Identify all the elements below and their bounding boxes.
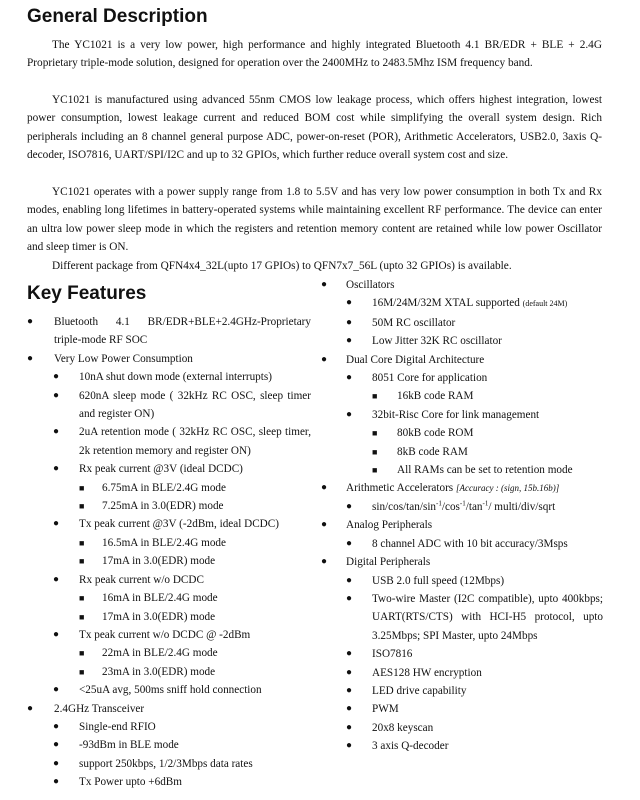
bullet-icon: ● xyxy=(53,371,60,383)
list-item: ■ 22mA in BLE/2.4G mode xyxy=(79,644,311,662)
description-paragraph-4: Different package from QFN4x4_32L(upto 17 GPIOs) to QFN7x7_56L (upto 32 GPIOs) is available. xyxy=(52,260,512,272)
bullet-icon: ● xyxy=(53,684,60,696)
list-item: ● 2.4GHz Transceiver xyxy=(27,700,311,718)
bullet-icon: ● xyxy=(346,316,353,328)
list-item: ● 20x8 keyscan xyxy=(346,719,603,737)
square-bullet-icon: ■ xyxy=(79,556,85,567)
list-item: ■ 23mA in 3.0(EDR) mode xyxy=(79,663,311,681)
bullet-icon: ● xyxy=(346,666,353,678)
list-item: ■ 16kB code RAM xyxy=(372,387,603,405)
list-item: ● <25uA avg, 500ms sniff hold connection xyxy=(53,681,311,699)
bullet-icon: ● xyxy=(321,482,328,494)
list-item: ● Tx peak current @3V (-2dBm, ideal DCDC) xyxy=(53,515,311,533)
square-bullet-icon: ■ xyxy=(79,482,85,493)
bullet-icon: ● xyxy=(346,740,353,752)
bullet-icon: ● xyxy=(321,353,328,365)
left-feature-list xyxy=(27,313,311,792)
list-item: ● USB 2.0 full speed (12Mbps) xyxy=(346,572,603,590)
general-description-heading: General Description xyxy=(27,6,208,27)
list-item: ● Analog Peripherals xyxy=(321,516,603,534)
list-item: ● ISO7816 xyxy=(346,645,603,663)
bullet-icon: ● xyxy=(346,408,353,420)
square-bullet-icon: ■ xyxy=(79,537,85,548)
bullet-icon: ● xyxy=(346,721,353,733)
list-item: ■ 16mA in BLE/2.4G mode xyxy=(79,589,311,607)
list-item: ■ 17mA in 3.0(EDR) mode xyxy=(79,552,311,570)
list-item: ■ 16.5mA in BLE/2.4G mode xyxy=(79,534,311,552)
description-paragraph-1: The YC1021 is a very low power, high performance and highly integrated Bluetooth 4.1 BR/EDR + BLE + 2.4G Proprietary triple-mode solution, designed for operation over the 2400MHz to 2483.5Mhz ISM frequency band. xyxy=(27,39,602,70)
list-item: ● 16M/24M/32M XTAL supported (default 24M) xyxy=(346,294,603,313)
bullet-icon: ● xyxy=(27,352,34,364)
list-item: ● Oscillators xyxy=(321,276,603,294)
list-item: ■ 80kB code ROM xyxy=(372,424,603,442)
list-item: ● Very Low Power Consumption xyxy=(27,350,311,368)
square-bullet-icon: ■ xyxy=(79,648,85,659)
square-bullet-icon: ■ xyxy=(372,465,378,476)
list-item: ● -93dBm in BLE mode xyxy=(53,736,311,754)
list-item: ● Rx peak current w/o DCDC xyxy=(53,571,311,589)
list-item: ■ 8kB code RAM xyxy=(372,443,603,461)
description-paragraph-2: YC1021 is manufactured using advanced 55nm CMOS low leakage process, which offers highest integration, lowest power consumption, lowest leakage current and reduced BOM cost while simplifying the overall system design. Rich peripherals including an 8 channel general purpose ADC, power-on-reset (POR), Arithmetic Accelerators, USB2.0, 3axis Q-decoder, ISO7816, UART/SPI/I2C and up to 32 GPIOs, which further reduce overall system cost and size. xyxy=(27,94,602,161)
square-bullet-icon: ■ xyxy=(372,428,378,439)
default-note: (default 24M) xyxy=(522,299,568,309)
key-features-heading: Key Features xyxy=(27,283,147,304)
list-item: ■ All RAMs can be set to retention mode xyxy=(372,461,603,479)
description-paragraph-3: YC1021 operates with a power supply range from 1.8 to 5.5V and has very low power consumption in both Tx and Rx modes, enabling long lifetimes in battery-operated systems while maintaining excellent RF performance. The device can enter an ultra low power sleep mode in which the registers and retention memory content are retained while low power Oscillator and sleep timer is ON. xyxy=(27,186,602,253)
right-feature-list xyxy=(321,276,603,756)
list-item: ● LED drive capability xyxy=(346,682,603,700)
list-item: ● support 250kbps, 1/2/3Mbps data rates xyxy=(53,755,311,773)
list-item: ■ 7.25mA in 3.0(EDR) mode xyxy=(79,497,311,515)
square-bullet-icon: ■ xyxy=(372,446,378,457)
bullet-icon: ● xyxy=(53,573,60,585)
list-item: ● Tx peak current w/o DCDC @ -2dBm xyxy=(53,626,311,644)
accuracy-note: [Accuracy : (sign, 15b.16b)] xyxy=(455,483,560,494)
bullet-icon: ● xyxy=(53,463,60,475)
bullet-icon: ● xyxy=(346,537,353,549)
bullet-icon: ● xyxy=(321,556,328,568)
bullet-icon: ● xyxy=(346,297,353,309)
bullet-icon: ● xyxy=(346,335,353,347)
list-item: ■ 17mA in 3.0(EDR) mode xyxy=(79,608,311,626)
bullet-icon: ● xyxy=(27,702,34,714)
bullet-icon: ● xyxy=(346,592,353,604)
list-item: ● Digital Peripherals xyxy=(321,553,603,571)
list-item: ● Bluetooth 4.1 BR/EDR+BLE+2.4GHz-Proprietary triple-mode RF SOC xyxy=(27,313,311,350)
list-item: ● Single-end RFIO xyxy=(53,718,311,736)
bullet-icon: ● xyxy=(346,684,353,696)
bullet-icon: ● xyxy=(346,574,353,586)
bullet-icon: ● xyxy=(321,519,328,531)
list-item: ● Low Jitter 32K RC oscillator xyxy=(346,332,603,350)
list-item: ● 3 axis Q-decoder xyxy=(346,737,603,755)
list-item: ■ 6.75mA in BLE/2.4G mode xyxy=(79,479,311,497)
bullet-icon: ● xyxy=(53,776,60,788)
list-item: ● 2uA retention mode ( 32kHz RC OSC, sleep timer, 2k retention memory and register ON) xyxy=(53,423,311,460)
list-item: ● 50M RC oscillator xyxy=(346,314,603,332)
list-item: ● 8051 Core for application xyxy=(346,369,603,387)
bullet-icon: ● xyxy=(53,739,60,751)
bullet-icon: ● xyxy=(53,389,60,401)
list-item: ● Tx Power upto +6dBm xyxy=(53,773,311,791)
bullet-icon: ● xyxy=(53,518,60,530)
square-bullet-icon: ■ xyxy=(372,391,378,402)
bullet-icon: ● xyxy=(346,372,353,384)
square-bullet-icon: ■ xyxy=(79,593,85,604)
bullet-icon: ● xyxy=(53,720,60,732)
list-item: ● Rx peak current @3V (ideal DCDC) xyxy=(53,460,311,478)
list-item: ● PWM xyxy=(346,700,603,718)
bullet-icon: ● xyxy=(346,648,353,660)
list-item: ● 620nA sleep mode ( 32kHz RC OSC, sleep timer and register ON) xyxy=(53,387,311,424)
bullet-icon: ● xyxy=(53,757,60,769)
list-item: ● AES128 HW encryption xyxy=(346,664,603,682)
bullet-icon: ● xyxy=(53,628,60,640)
list-item: ● 32bit-Risc Core for link management xyxy=(346,406,603,424)
bullet-icon: ● xyxy=(346,500,353,512)
list-item: ● Dual Core Digital Architecture xyxy=(321,351,603,369)
list-item: ● 8 channel ADC with 10 bit accuracy/3Msps xyxy=(346,535,603,553)
bullet-icon: ● xyxy=(346,703,353,715)
list-item: ● 10nA shut down mode (external interrupts) xyxy=(53,368,311,386)
bullet-icon: ● xyxy=(321,279,328,290)
square-bullet-icon: ■ xyxy=(79,666,85,677)
list-item: ● Two-wire Master (I2C compatible), upto 400kbps; UART(RTS/CTS) with HCI-H5 protocol, upto 3.25Mbps; SPI Master, upto 24Mbps xyxy=(346,590,603,645)
list-item: ● Arithmetic Accelerators [Accuracy : (sign, 15b.16b)] xyxy=(321,479,603,497)
square-bullet-icon: ■ xyxy=(79,501,85,512)
list-item: ● $\sin/\cos/\tan/\sin^{-1}/\cos^{-1}/\tan^{-1}/$ multi/div/sqrt xyxy=(346,498,603,516)
bullet-icon: ● xyxy=(53,426,60,438)
bullet-icon: ● xyxy=(27,316,34,327)
square-bullet-icon: ■ xyxy=(79,611,85,622)
